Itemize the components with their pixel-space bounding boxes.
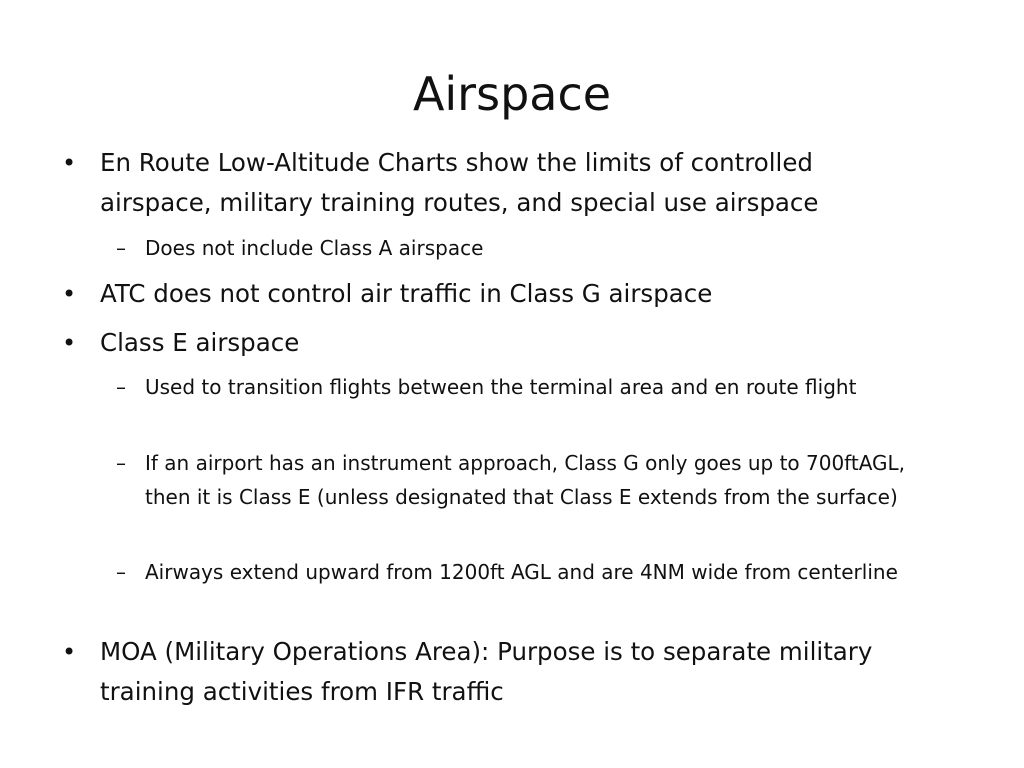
sub-bullet-marker: – xyxy=(116,236,126,260)
sub-bullet-item: Used to transition flights between the terminal area and en route flight xyxy=(145,375,857,399)
bullet-item: ATC does not control air traffic in Class G airspace xyxy=(100,279,713,308)
sub-bullet-marker: – xyxy=(116,560,126,584)
bullet-item: MOA (Military Operations Area): Purpose is to separate military training activities from IFR traffic xyxy=(100,637,873,706)
bullet-item: Class E airspace xyxy=(100,328,300,357)
bullet-marker: • xyxy=(62,149,77,177)
sub-bullet-item: If an airport has an instrument approach, Class G only goes up to 700ftAGL, then it is Class E (unless designated that Class E extends from the surface) xyxy=(145,451,906,509)
sub-bullet-marker: – xyxy=(116,375,126,399)
sub-bullet-marker: – xyxy=(116,451,126,475)
sub-bullet-item: Does not include Class A airspace xyxy=(145,236,484,260)
bullet-item: En Route Low-Altitude Charts show the limits of controlled airspace, military training routes, and special use airspace xyxy=(100,148,819,217)
bullet-marker: • xyxy=(62,280,77,308)
bullet-marker: • xyxy=(62,638,77,666)
bullet-marker: • xyxy=(62,329,77,357)
slide-title: Airspace xyxy=(412,67,612,121)
sub-bullet-item: Airways extend upward from 1200ft AGL and are 4NM wide from centerline xyxy=(145,560,898,584)
